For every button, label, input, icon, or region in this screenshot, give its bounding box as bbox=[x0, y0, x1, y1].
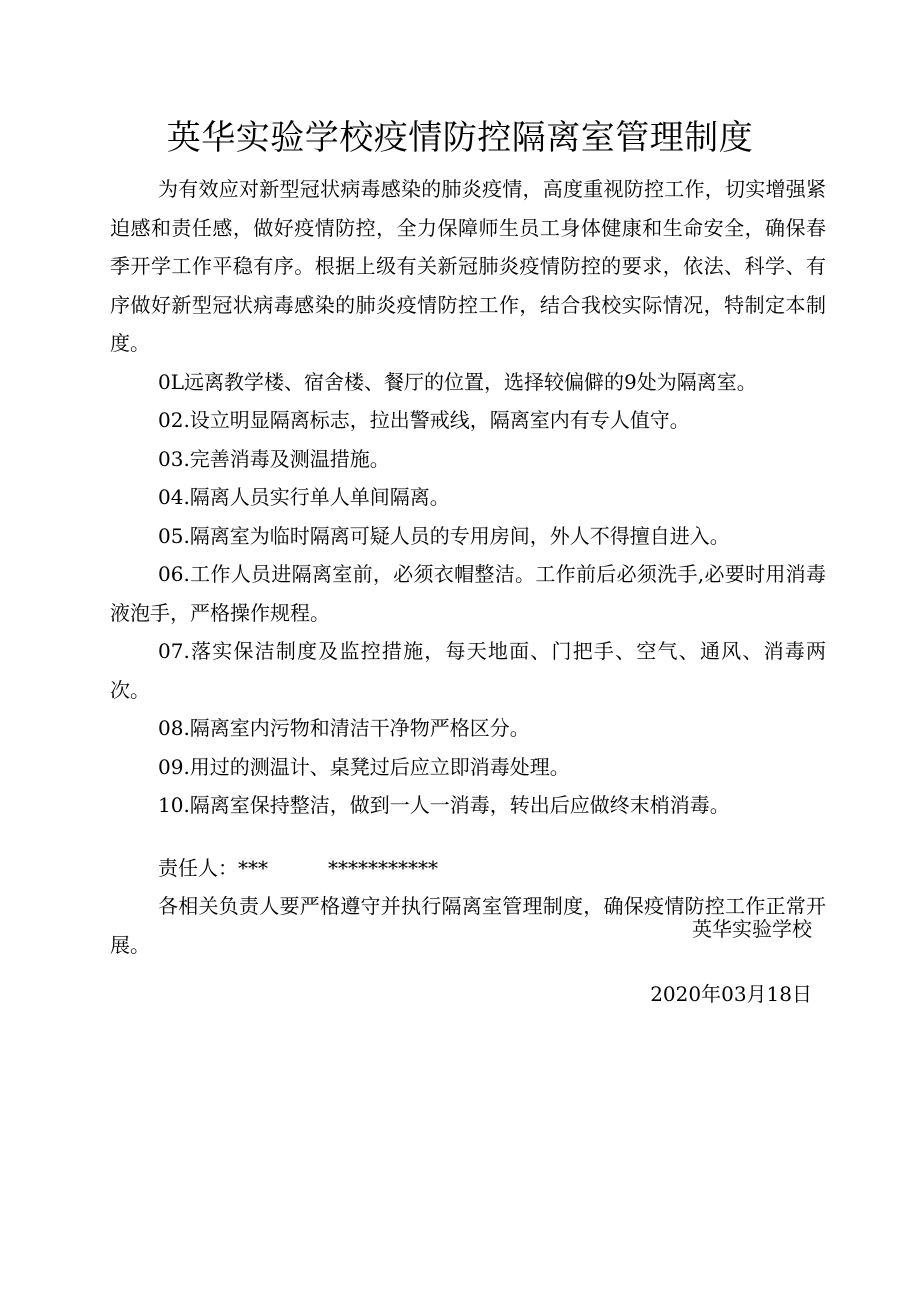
responsible-phone: *********** bbox=[328, 855, 438, 880]
rule-item: 10.隔离室保持整洁，做到一人一消毒，转出后应做终末梢消毒。 bbox=[158, 793, 730, 817]
document-body bbox=[110, 170, 826, 964]
responsible-name: *** bbox=[238, 855, 268, 880]
closing-paragraph: 各相关负责人要严格遵守并执行隔离室管理制度，确保疫情防控工作正常开展。 bbox=[110, 894, 826, 957]
signature-school: 英华实验学校 bbox=[692, 917, 812, 941]
intro-paragraph: 为有效应对新型冠状病毒感染的肺炎疫情，高度重视防控工作，切实增强紧迫感和责任感，做好疫情防控，全力保障师生员工身体健康和生命安全，确保春季开学工作平稳有序。根据上级有关新冠肺炎疫情防控的要求，依法、科学、有序做好新型冠状病毒感染的肺炎疫情防控工作，结合我校实际情况，特制定本制度。 bbox=[110, 177, 826, 355]
rule-item: 07.落实保洁制度及监控措施，每天地面、门把手、空气、通风、消毒两次。 bbox=[110, 639, 826, 702]
rule-item: 06.工作人员进隔离室前，必须衣帽整洁。工作前后必须洗手,必要时用消毒液泡手，严格操作规程。 bbox=[110, 562, 826, 625]
responsible-label: 责任人： bbox=[158, 855, 238, 880]
rule-item: 03.完善消毒及测温措施。 bbox=[158, 446, 390, 471]
responsible-line bbox=[110, 849, 826, 888]
rule-item: 05.隔离室为临时隔离可疑人员的专用房间，外人不得擅自进入。 bbox=[158, 523, 730, 548]
rule-item: 09.用过的测温计、桌凳过后应立即消毒处理。 bbox=[158, 754, 570, 779]
rule-item: 08.隔离室内污物和清洁干净物严格区分。 bbox=[158, 716, 530, 740]
rule-item: 04.隔离人员实行单人单间隔离。 bbox=[158, 485, 450, 509]
rule-item: 02.设立明显隔离标志，拉出警戒线，隔离室内有专人值守。 bbox=[158, 408, 690, 432]
document-title: 英华实验学校疫情防控隔离室管理制度 bbox=[166, 118, 754, 158]
rule-item: 0L远离教学楼、宿舍楼、餐厅的位置，选择较偏僻的9处为隔离室。 bbox=[158, 369, 757, 394]
signature-date: 2020年03月18日 bbox=[650, 982, 812, 1006]
